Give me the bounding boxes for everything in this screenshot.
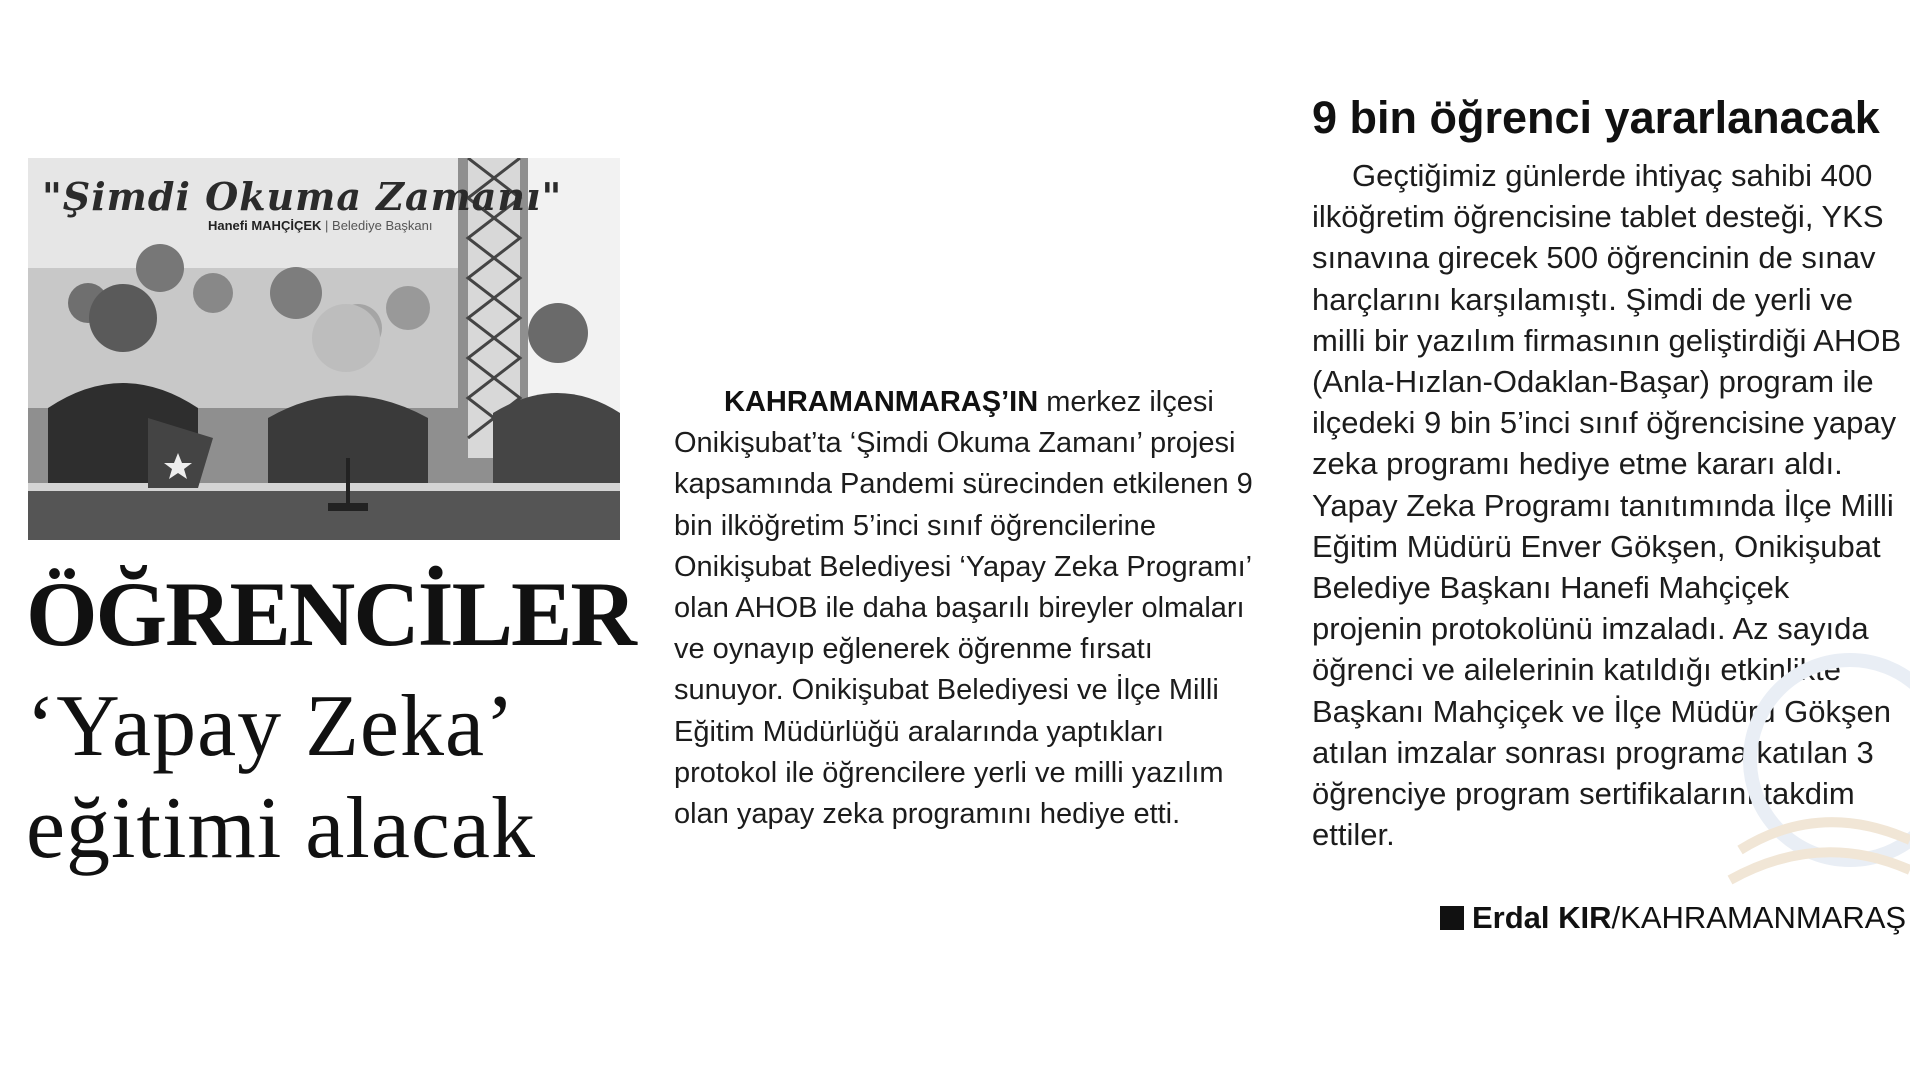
subheading: 9 bin öğrenci yararlanacak <box>1312 92 1880 143</box>
watermark-decoration <box>1700 650 1910 910</box>
byline-location: /KAHRAMANMARAŞ <box>1611 900 1907 935</box>
byline-square-icon <box>1440 906 1464 930</box>
banner-name <box>208 218 432 233</box>
headline-line-1: ÖĞRENCİLER <box>26 563 635 665</box>
article-right-body: Geçtiğimiz günlerde ihtiyaç sahibi 400 ilköğretim öğrencisine tablet desteği, YKS sınavına girecek 500 öğrencinin de sınav harçlarını karşılamıştı. Şimdi de yerli ve milli bir yazılım firmasının geliştirdiği AHOB (Anla-Hızlan-Odaklan-Başar) program ile ilçedeki 9 bin 5’inci sınıf öğrencisine yapay zeka programı hediye etme kararı aldı. Yapay Zeka Programı tanıtımında İlçe Milli Eğitim Müdürü Enver Gökşen, Onikişubat Belediye Başkanı Hanefi Mahçiçek projenin protokolünü imzaladı. Az sayıda öğrenci ve ailelerinin katıldığı etkinlikte Başkanı Mahçiçek ve İlçe Müdürü Gökşen atılan imzalar sonrası programa katılan 3 öğrenciye program sertifikalarını takdim ettiler. <box>1312 158 1902 853</box>
banner-slogan: "Şimdi Okuma Zamanı" <box>42 174 563 219</box>
article-middle-column <box>674 382 1260 835</box>
news-photo <box>28 158 620 540</box>
headline-line-3: eğitimi alacak <box>26 780 536 877</box>
banner-role: | Belediye Başkanı <box>325 218 433 233</box>
article-middle-body: merkez ilçesi Onikişubat’ta ‘Şimdi Okuma Zamanı’ projesi kapsamında Pandemi sürecinden etkilenen 9 bin ilköğretim 5’inci sınıf öğrencilerine Onikişubat Belediyesi ‘Yapay Zeka Programı’ olan AHOB ile daha başarılı bireyler olmaları ve oynayıp eğlenerek öğrenme fırsatı sunuyor. Onikişubat Belediyesi ve İlçe Milli Eğitim Müdürlüğü aralarında yaptıkları protokol ile öğrencilere yerli ve milli yazılım olan yapay zeka programını hediye etti. <box>674 386 1253 831</box>
banner-person: Hanefi MAHÇİÇEK <box>208 218 322 233</box>
byline-author: Erdal KIR <box>1472 900 1612 935</box>
article-lead-word: KAHRAMANMARAŞ’IN <box>724 386 1039 418</box>
headline-line-2: ‘Yapay Zeka’ <box>26 678 516 775</box>
